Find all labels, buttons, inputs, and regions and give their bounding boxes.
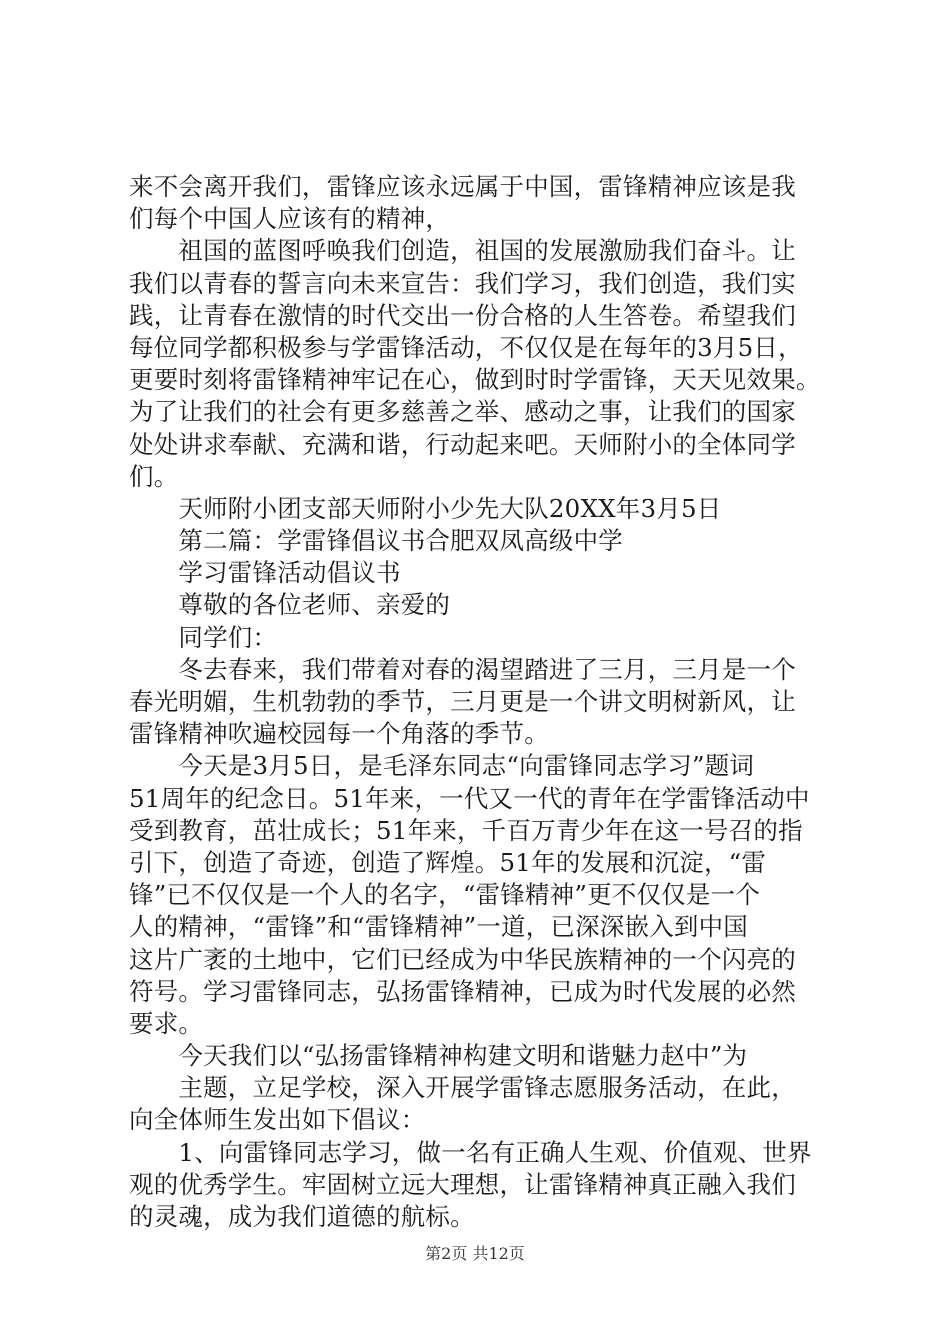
text-line: 们。 xyxy=(129,461,179,491)
text-line: 1、向雷锋同志学习，做一名有正确人生观、价值观、世界 xyxy=(129,1137,812,1167)
text-line: 同学们： xyxy=(129,622,278,652)
text-line: 来不会离开我们，雷锋应该永远属于中国，雷锋精神应该是我 xyxy=(129,172,796,201)
text-line: 尊敬的各位老师、亲爱的 xyxy=(129,590,451,620)
text-line: 为了让我们的社会有更多慈善之举、感动之事，让我们的国家 xyxy=(129,397,796,427)
text-line: 践，让青春在激情的时代交出一份合格的人生答卷。希望我们 xyxy=(129,300,796,330)
text-line: 更要时刻将雷锋精神牢记在心，做到时时学雷锋，天天见效果。 xyxy=(129,365,821,395)
text-line: 冬去春来，我们带着对春的渴望踏进了三月，三月是一个 xyxy=(129,654,796,684)
text-line: 春光明媚，生机勃勃的季节，三月更是一个讲文明树新风，让 xyxy=(129,687,796,716)
text-line: 引下，创造了奇迹，创造了辉煌。51年的发展和沉淀，“雷 xyxy=(129,847,767,877)
text-line: 处处讲求奉献、充满和谐，行动起来吧。天师附小的全体同学 xyxy=(129,429,796,459)
document-body xyxy=(129,171,829,1233)
text-line: 祖国的蓝图呼唤我们创造，祖国的发展激励我们奋斗。让 xyxy=(129,236,796,266)
text-line: 雷锋精神吹遍校园每一个角落的季节。 xyxy=(129,719,549,749)
text-line: 今天是3月5日，是毛泽东同志“向雷锋同志学习”题词 xyxy=(129,751,755,781)
text-line: 我们以青春的誓言向未来宣告：我们学习，我们创造，我们实 xyxy=(129,268,796,298)
text-line: 向全体师生发出如下倡议： xyxy=(129,1105,426,1135)
text-line: 人的精神，“雷锋”和“雷锋精神”一道，已深深嵌入到中国 xyxy=(129,912,748,942)
text-line: 的灵魂，成为我们道德的航标。 xyxy=(129,1202,475,1231)
text-line: 51周年的纪念日。51年来，一代又一代的青年在学雷锋活动中 xyxy=(129,783,810,813)
page-number-footer: 第2页 共12页 xyxy=(425,1244,525,1263)
text-line: 符号。学习雷锋同志，弘扬雷锋精神，已成为时代发展的必然 xyxy=(129,976,796,1006)
text-line: 主题，立足学校，深入开展学雷锋志愿服务活动，在此， xyxy=(129,1073,796,1103)
text-line: 第二篇：学雷锋倡议书合肥双凤高级中学 xyxy=(129,526,623,556)
text-line: 们每个中国人应该有的精神， xyxy=(129,204,451,234)
text-line: 观的优秀学生。牢固树立远大理想，让雷锋精神真正融入我们 xyxy=(129,1169,796,1199)
text-line: 每位同学都积极参与学雷锋活动，不仅仅是在每年的3月5日， xyxy=(129,332,803,362)
text-line: 要求。 xyxy=(129,1008,204,1038)
text-line: 这片广袤的土地中，它们已经成为中华民族精神的一个闪亮的 xyxy=(129,944,796,974)
text-line: 锋”已不仅仅是一个人的名字，“雷锋精神”更不仅仅是一个 xyxy=(129,880,760,910)
text-line: 天师附小团支部天师附小少先大队20XX年3月5日 xyxy=(129,493,722,523)
text-line: 受到教育，茁壮成长；51年来，千百万青少年在这一号召的指 xyxy=(129,815,803,845)
text-line: 学习雷锋活动倡议书 xyxy=(129,558,401,588)
text-line: 今天我们以“弘扬雷锋精神构建文明和谐魅力赵中”为 xyxy=(129,1041,748,1071)
